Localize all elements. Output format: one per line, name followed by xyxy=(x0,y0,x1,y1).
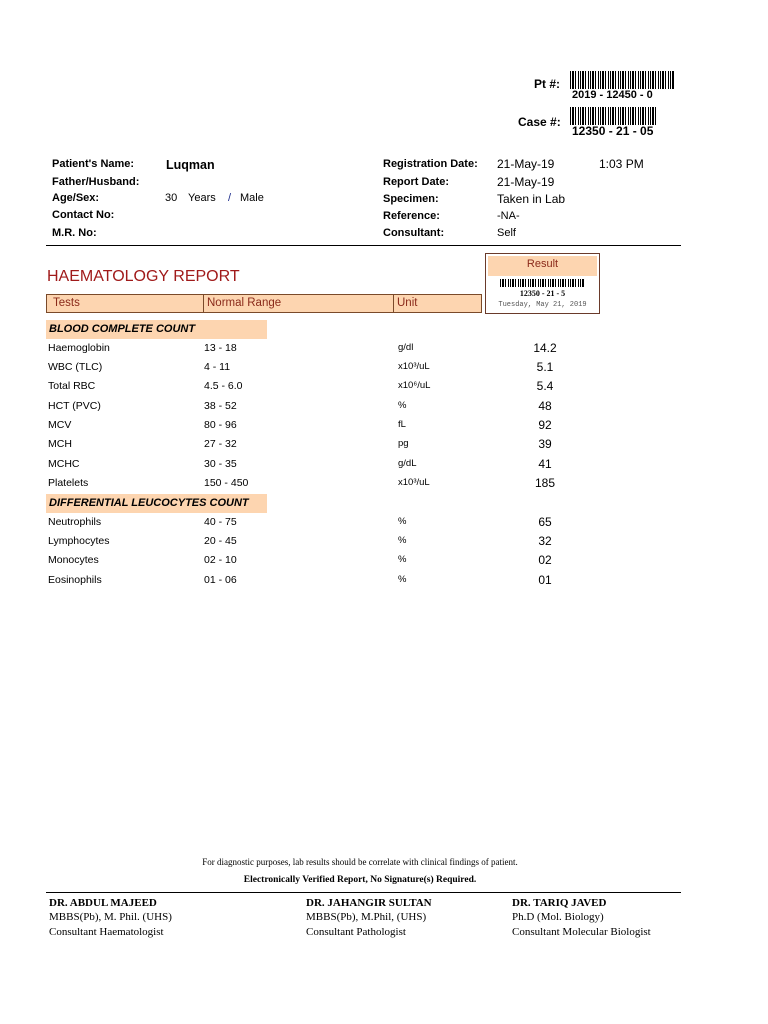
unit: % xyxy=(398,574,407,585)
result-value: 65 xyxy=(538,515,552,529)
table-row xyxy=(0,361,768,380)
doctor-title: Consultant Pathologist xyxy=(306,926,406,938)
specimen-value: Taken in Lab xyxy=(497,192,566,206)
test-name: Monocytes xyxy=(48,554,99,566)
patient-name-label: Patient's Name: xyxy=(52,158,135,170)
registration-date: 21-May-19 xyxy=(497,157,555,171)
doctor-name: DR. TARIQ JAVED xyxy=(512,897,607,909)
doctor-qualification: Ph.D (Mol. Biology) xyxy=(512,911,604,923)
table-row xyxy=(0,516,768,535)
normal-range: 02 - 10 xyxy=(204,554,237,566)
column-separator xyxy=(393,295,394,312)
mr-number-label: M.R. No: xyxy=(52,227,97,239)
result-value: 48 xyxy=(538,399,552,413)
registration-time: 1:03 PM xyxy=(599,157,644,171)
test-name: HCT (PVC) xyxy=(48,400,101,412)
normal-range: 27 - 32 xyxy=(204,438,237,450)
result-value: 92 xyxy=(538,418,552,432)
test-name: MCV xyxy=(48,419,72,431)
normal-range: 4.5 - 6.0 xyxy=(204,380,243,392)
contact-label: Contact No: xyxy=(52,209,115,221)
unit: x10³/uL xyxy=(398,361,430,372)
case-number: 12350 - 21 - 05 xyxy=(572,124,654,138)
result-box xyxy=(485,253,600,314)
report-date-label: Report Date: xyxy=(383,176,450,188)
test-name: Lymphocytes xyxy=(48,535,110,547)
normal-range: 40 - 75 xyxy=(204,516,237,528)
result-value: 32 xyxy=(538,534,552,548)
doctor-name: DR. ABDUL MAJEED xyxy=(49,897,157,909)
column-header-tests: Tests xyxy=(53,297,80,309)
specimen-label: Specimen: xyxy=(383,193,439,205)
test-name: MCH xyxy=(48,438,72,450)
result-value: 02 xyxy=(538,553,552,567)
doctor-qualification: MBBS(Pb), M. Phil. (UHS) xyxy=(49,911,172,923)
doctor-name: DR. JAHANGIR SULTAN xyxy=(306,897,432,909)
patient-sex: Male xyxy=(240,192,264,204)
normal-range: 4 - 11 xyxy=(204,361,231,373)
consultant-value: Self xyxy=(497,227,516,239)
pt-label: Pt #: xyxy=(534,77,561,91)
unit: x10³/uL xyxy=(398,477,430,488)
section-blood-complete-count xyxy=(46,320,267,339)
table-row xyxy=(0,342,768,361)
test-name: Eosinophils xyxy=(48,574,102,586)
result-barcode-icon xyxy=(500,279,585,287)
normal-range: 20 - 45 xyxy=(204,535,237,547)
table-row xyxy=(0,574,768,593)
pt-number: 2019 - 12450 - 0 xyxy=(572,89,653,101)
normal-range: 80 - 96 xyxy=(204,419,237,431)
age-sex-separator: / xyxy=(228,192,232,204)
test-name: Haemoglobin xyxy=(48,342,110,354)
report-date: 21-May-19 xyxy=(497,175,555,189)
patient-age-unit: Years xyxy=(188,192,216,204)
section-title: BLOOD COMPLETE COUNT xyxy=(49,323,196,335)
normal-range: 38 - 52 xyxy=(204,400,237,412)
unit: fL xyxy=(398,419,406,430)
test-name: WBC (TLC) xyxy=(48,361,103,373)
age-sex-label: Age/Sex: xyxy=(52,192,100,204)
header-divider xyxy=(46,245,681,246)
result-value: 14.2 xyxy=(533,341,557,355)
result-label: Result xyxy=(526,258,559,270)
section-differential-leucocytes-count xyxy=(46,494,267,513)
test-name: MCHC xyxy=(48,458,80,470)
unit: g/dL xyxy=(398,458,417,469)
result-code: 12350 - 21 - 5 xyxy=(519,289,566,298)
column-header-unit: Unit xyxy=(397,297,418,309)
test-name: Total RBC xyxy=(48,380,96,392)
normal-range: 150 - 450 xyxy=(204,477,249,489)
table-row xyxy=(0,419,768,438)
table-row xyxy=(0,438,768,457)
case-barcode-icon xyxy=(570,107,658,125)
table-row xyxy=(0,554,768,573)
footer-divider xyxy=(46,892,681,893)
doctor-qualification: MBBS(Pb), M.Phil, (UHS) xyxy=(306,911,427,923)
unit: pg xyxy=(398,438,409,449)
unit: x10⁶/uL xyxy=(398,380,431,391)
patient-age: 30 xyxy=(165,192,178,204)
unit: % xyxy=(398,535,407,546)
reference-value: -NA- xyxy=(497,210,520,222)
reference-label: Reference: xyxy=(383,210,440,222)
table-row xyxy=(0,535,768,554)
doctor-title: Consultant Haematologist xyxy=(49,926,164,938)
result-value: 185 xyxy=(534,476,556,490)
unit: % xyxy=(398,400,407,411)
unit: % xyxy=(398,554,407,565)
consultant-label: Consultant: xyxy=(383,227,445,239)
unit: % xyxy=(398,516,407,527)
normal-range: 30 - 35 xyxy=(204,458,237,470)
test-name: Neutrophils xyxy=(48,516,102,528)
verified-text: Electronically Verified Report, No Signature(s) Required. xyxy=(243,875,477,885)
table-row xyxy=(0,400,768,419)
case-label: Case #: xyxy=(518,115,561,129)
disclaimer-text: For diagnostic purposes, lab results should be correlate with clinical findings of patient. xyxy=(202,857,518,867)
test-name: Platelets xyxy=(48,477,89,489)
result-date: Tuesday, May 21, 2019 xyxy=(498,301,587,309)
normal-range: 13 - 18 xyxy=(204,342,237,354)
result-value: 5.1 xyxy=(536,360,554,374)
table-row xyxy=(0,458,768,477)
result-value: 5.4 xyxy=(536,379,554,393)
registration-date-label: Registration Date: xyxy=(383,158,478,170)
section-title: DIFFERENTIAL LEUCOCYTES COUNT xyxy=(49,497,249,509)
column-header-range: Normal Range xyxy=(207,297,282,309)
table-row xyxy=(0,380,768,399)
normal-range: 01 - 06 xyxy=(204,574,237,586)
table-header xyxy=(46,294,482,313)
column-separator xyxy=(203,295,204,312)
result-value: 39 xyxy=(538,437,552,451)
result-value: 01 xyxy=(538,573,552,587)
father-husband-label: Father/Husband: xyxy=(52,176,140,188)
unit: g/dl xyxy=(398,342,414,353)
pt-barcode-icon xyxy=(570,71,675,89)
report-title: HAEMATOLOGY REPORT xyxy=(47,268,240,285)
patient-name: Luqman xyxy=(166,158,215,172)
result-value: 41 xyxy=(538,457,552,471)
doctor-title: Consultant Molecular Biologist xyxy=(512,926,651,938)
